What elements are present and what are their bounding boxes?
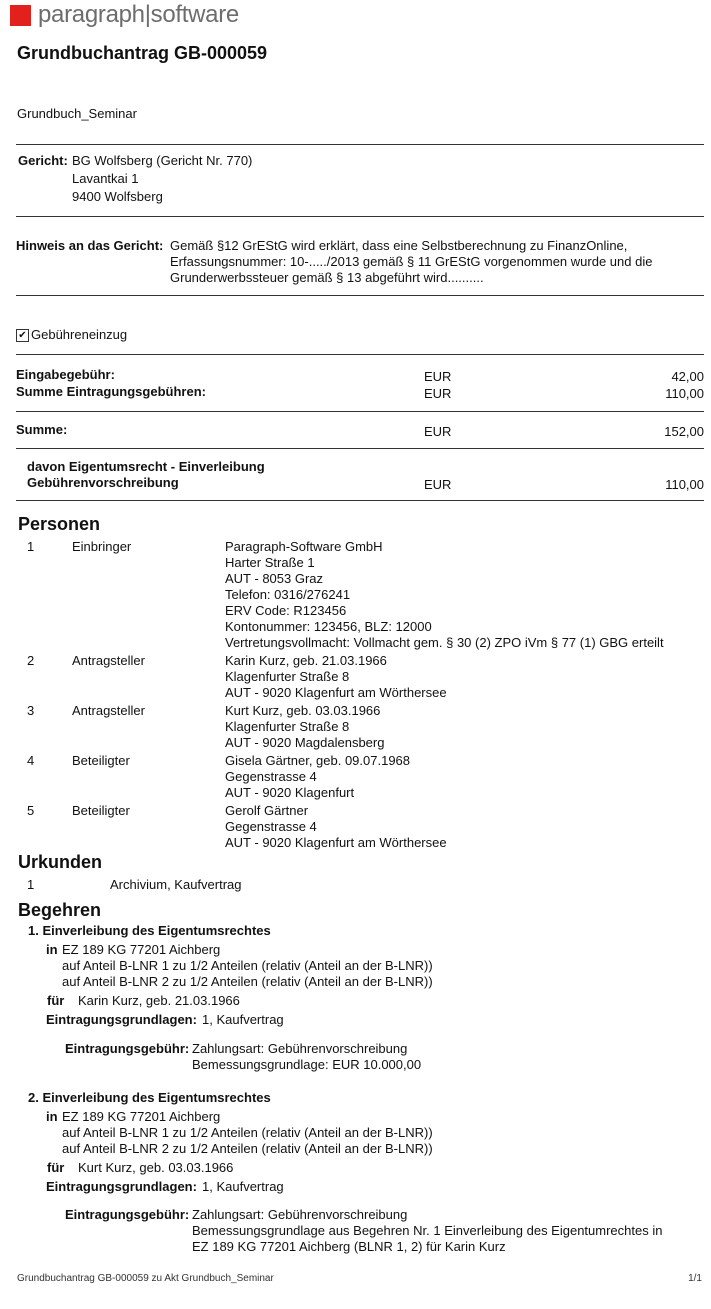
in-label: in	[46, 1109, 58, 1124]
summe-eintragungsgebuehren-label: Summe Eintragungsgebühren:	[16, 384, 206, 399]
davon-currency: EUR	[424, 477, 452, 492]
person-line: AUT - 9020 Klagenfurt am Wörthersee	[225, 685, 447, 700]
fuer-value: Kurt Kurz, geb. 03.03.1966	[78, 1160, 234, 1175]
divider	[16, 354, 704, 355]
in-line: auf Anteil B-LNR 2 zu 1/2 Anteilen (relativ (Anteil an der B-LNR))	[62, 1141, 433, 1156]
person-line: ERV Code: R123456	[225, 603, 347, 618]
in-line: auf Anteil B-LNR 2 zu 1/2 Anteilen (relativ (Anteil an der B-LNR))	[62, 974, 433, 989]
grundlagen-value: 1, Kaufvertrag	[202, 1012, 284, 1027]
person-line: Telefon: 0316/276241	[225, 587, 351, 602]
person-line: Gegenstrasse 4	[225, 769, 317, 784]
person-rolle: Einbringer	[72, 539, 132, 554]
person-nr: 1	[27, 539, 35, 554]
in-details	[62, 942, 433, 990]
page-title: Grundbuchantrag GB-000059	[17, 43, 268, 63]
begehren-title: 1. Einverleibung des Eigentumsrechtes	[28, 923, 271, 938]
person-details	[225, 539, 664, 651]
gebuehr-line: Zahlungsart: Gebührenvorschreibung	[192, 1041, 408, 1056]
urkunden-heading: Urkunden	[18, 852, 103, 872]
footer-text: Grundbuchantrag GB-000059 zu Akt Grundbuch_Seminar	[17, 1273, 274, 1284]
person-nr: 2	[27, 653, 35, 668]
person-line: Gisela Gärtner, geb. 09.07.1968	[225, 753, 411, 768]
person-line: Harter Straße 1	[225, 555, 315, 570]
divider	[16, 295, 704, 296]
gebuehreneinzug-checkbox[interactable]: ✔	[16, 329, 29, 342]
person-line: AUT - 9020 Magdalensberg	[225, 735, 385, 750]
page-number: 1/1	[688, 1273, 702, 1284]
grundlagen-label: Eintragungsgrundlagen:	[46, 1012, 197, 1027]
davon-value: 110,00	[665, 477, 704, 492]
hinweis-line: Grunderwerbssteuer gemäß § 13 abgeführt wird..........	[170, 270, 484, 285]
logo-text: paragraph|software	[38, 1, 239, 28]
person-nr: 5	[27, 803, 35, 818]
gericht-line: 9400 Wolfsberg	[72, 189, 163, 204]
urkunde-nr: 1	[27, 877, 35, 892]
in-line: EZ 189 KG 77201 Aichberg	[62, 1109, 221, 1124]
summe-label: Summe:	[16, 422, 68, 437]
person-line: AUT - 9020 Klagenfurt am Wörthersee	[225, 835, 447, 850]
divider	[16, 216, 704, 217]
gebuehr-line: Bemessungsgrundlage: EUR 10.000,00	[192, 1057, 422, 1072]
divider	[16, 411, 704, 412]
summe-eintragungsgebuehren-currency: EUR	[424, 386, 452, 401]
hinweis-line: Gemäß §12 GrEStG wird erklärt, dass eine Selbstberechnung zu FinanzOnline,	[170, 238, 628, 253]
person-line: Gegenstrasse 4	[225, 819, 317, 834]
person-nr: 3	[27, 703, 35, 718]
person-line: Karin Kurz, geb. 21.03.1966	[225, 653, 387, 668]
fuer-label: für	[47, 1160, 65, 1175]
person-details	[225, 753, 410, 801]
person-line: Klagenfurter Straße 8	[225, 669, 350, 684]
person-line: Klagenfurter Straße 8	[225, 719, 350, 734]
in-line: auf Anteil B-LNR 1 zu 1/2 Anteilen (relativ (Anteil an der B-LNR))	[62, 1125, 433, 1140]
gebuehr-details	[192, 1207, 662, 1255]
gebuehr-label: Eintragungsgebühr:	[65, 1207, 190, 1222]
person-line: AUT - 9020 Klagenfurt	[225, 785, 355, 800]
gericht-line: BG Wolfsberg (Gericht Nr. 770)	[72, 153, 253, 168]
person-rolle: Antragsteller	[72, 653, 145, 668]
person-nr: 4	[27, 753, 35, 768]
person-details	[225, 803, 447, 851]
gericht-label: Gericht:	[18, 153, 68, 168]
gebuehr-label: Eintragungsgebühr:	[65, 1041, 190, 1056]
summe-value: 152,00	[664, 424, 704, 439]
grundlagen-label: Eintragungsgrundlagen:	[46, 1179, 197, 1194]
begehren-title: 2. Einverleibung des Eigentumsrechtes	[28, 1090, 271, 1105]
personen-heading: Personen	[18, 514, 101, 534]
person-line: Gerolf Gärtner	[225, 803, 309, 818]
eingabegebuehr-currency: EUR	[424, 369, 452, 384]
in-details	[62, 1109, 433, 1157]
hinweis-text	[170, 238, 652, 286]
begehren-heading: Begehren	[18, 900, 102, 920]
in-line: EZ 189 KG 77201 Aichberg	[62, 942, 221, 957]
person-line: Paragraph-Software GmbH	[225, 539, 383, 554]
gebuehr-line: EZ 189 KG 77201 Aichberg (BLNR 1, 2) für Karin Kurz	[192, 1239, 506, 1254]
gericht-line: Lavantkai 1	[72, 171, 139, 186]
in-line: auf Anteil B-LNR 1 zu 1/2 Anteilen (relativ (Anteil an der B-LNR))	[62, 958, 433, 973]
eingabegebuehr-value: 42,00	[671, 369, 704, 384]
davon-label: davon Eigentumsrecht - Einverleibung	[27, 459, 265, 474]
person-line: Vertretungsvollmacht: Vollmacht gem. § 30 (2) ZPO iVm § 77 (1) GBG erteilt	[225, 635, 664, 650]
fuer-value: Karin Kurz, geb. 21.03.1966	[78, 993, 240, 1008]
fuer-label: für	[47, 993, 65, 1008]
gebuehr-line: Zahlungsart: Gebührenvorschreibung	[192, 1207, 408, 1222]
gebuehr-line: Bemessungsgrundlage aus Begehren Nr. 1 Einverleibung des Eigentumrechtes in	[192, 1223, 663, 1238]
gebuehr-details	[192, 1041, 421, 1073]
in-label: in	[46, 942, 58, 957]
grundlagen-value: 1, Kaufvertrag	[202, 1179, 284, 1194]
person-rolle: Beteiligter	[72, 803, 130, 818]
divider	[16, 448, 704, 449]
akt-name: Grundbuch_Seminar	[17, 106, 137, 121]
divider	[16, 144, 704, 145]
summe-eintragungsgebuehren-value: 110,00	[665, 386, 704, 401]
person-line: Kontonummer: 123456, BLZ: 12000	[225, 619, 432, 634]
person-details	[225, 653, 447, 701]
urkunde-text: Archivium, Kaufvertrag	[110, 877, 242, 892]
divider	[16, 500, 704, 501]
person-line: AUT - 8053 Graz	[225, 571, 324, 586]
eingabegebuehr-label: Eingabegebühr:	[16, 367, 115, 382]
gebuehreneinzug-label: Gebühreneinzug	[31, 327, 128, 342]
hinweis-label: Hinweis an das Gericht:	[16, 238, 164, 253]
gericht-address	[72, 153, 252, 205]
hinweis-line: Erfassungsnummer: 10-...../2013 gemäß § 11 GrEStG vorgenommen wurde und die	[170, 254, 653, 269]
person-rolle: Beteiligter	[72, 753, 130, 768]
davon-sublabel: Gebührenvorschreibung	[27, 475, 179, 490]
person-details	[225, 703, 384, 751]
person-rolle: Antragsteller	[72, 703, 145, 718]
summe-currency: EUR	[424, 424, 452, 439]
logo-mark	[10, 5, 31, 26]
person-line: Kurt Kurz, geb. 03.03.1966	[225, 703, 381, 718]
